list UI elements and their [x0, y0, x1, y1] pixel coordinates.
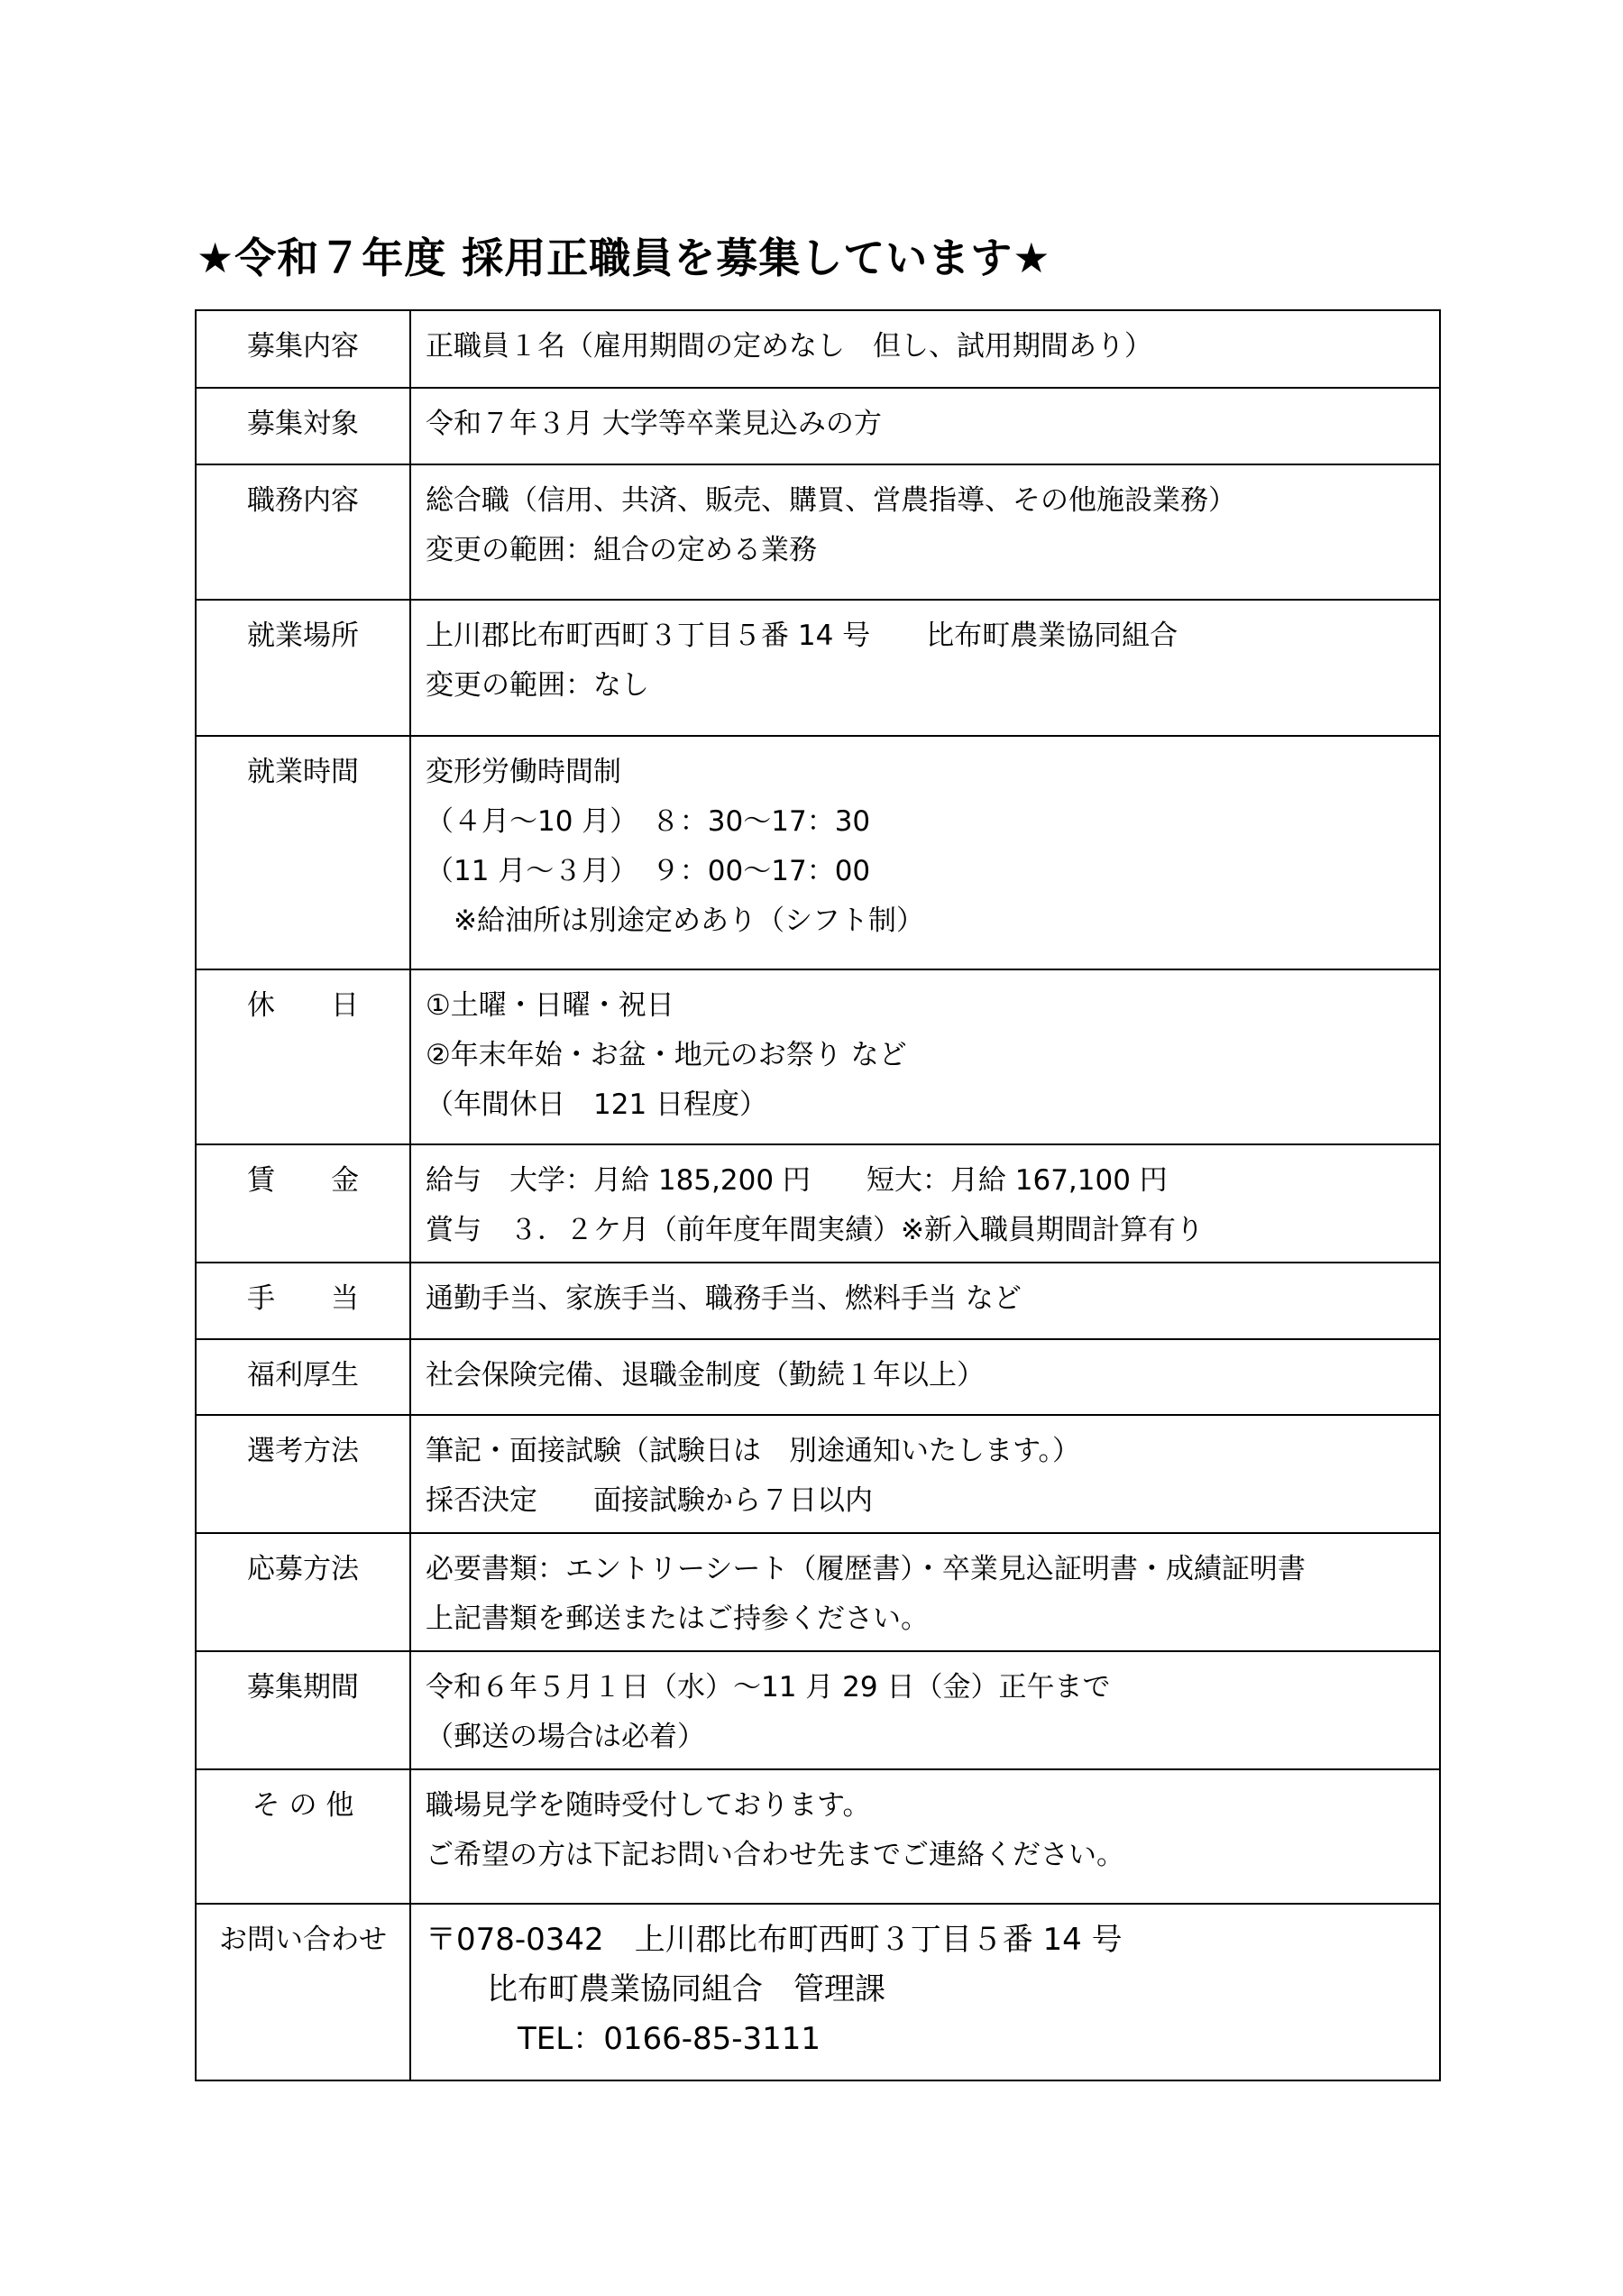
- row-content: [410, 310, 1440, 388]
- table-row-application-method: [196, 1533, 1440, 1651]
- row-content: [410, 1769, 1440, 1904]
- table-row-welfare: [196, 1339, 1440, 1415]
- table-row-allowances: [196, 1263, 1440, 1339]
- row-content: [410, 600, 1440, 736]
- table-row-recruitment-target: [196, 388, 1440, 464]
- recruitment-info-table: [195, 309, 1441, 2081]
- content-line: （11 月～３月） ９：00～17：00: [426, 855, 871, 887]
- row-content: [410, 1144, 1440, 1263]
- table-row-job-duties: [196, 464, 1440, 600]
- content-line: 変更の範囲：組合の定める業務: [426, 534, 817, 566]
- row-content: [410, 1533, 1440, 1651]
- table-row-wages: [196, 1144, 1440, 1263]
- content-line: 必要書類：エントリーシート（履歴書）・卒業見込証明書・成績証明書: [426, 1553, 1306, 1585]
- row-content: [410, 464, 1440, 600]
- row-label: 職務内容: [196, 464, 410, 600]
- row-content: [410, 1904, 1440, 2080]
- contact-phone-line: TEL：0166-85-3111: [426, 2021, 821, 2057]
- row-label: 就業場所: [196, 600, 410, 736]
- table-row-recruitment-content: [196, 310, 1440, 388]
- contact-address-line: 〒078-0342 上川郡比布町西町３丁目５番 14 号: [426, 1922, 1123, 1958]
- row-label: 就業時間: [196, 736, 410, 969]
- row-label: お問い合わせ: [196, 1904, 410, 2080]
- content-line: 社会保険完備、退職金制度（勤続１年以上）: [426, 1359, 985, 1391]
- content-line: 正職員１名（雇用期間の定めなし 但し、試用期間あり）: [426, 330, 1152, 363]
- content-line: （郵送の場合は必着）: [426, 1721, 705, 1753]
- content-line: 筆記・面接試験（試験日は 別途通知いたします。）: [426, 1435, 1081, 1467]
- content-line: 変形労働時間制: [426, 756, 621, 788]
- row-content: [410, 388, 1440, 464]
- content-line: ①土曜・日曜・祝日: [426, 989, 674, 1022]
- content-line: 賞与 ３．２ケ月（前年度年間実績）※新入職員期間計算有り: [426, 1214, 1204, 1246]
- row-content: [410, 1263, 1440, 1339]
- table-row-workplace: [196, 600, 1440, 736]
- row-label: 募集内容: [196, 310, 410, 388]
- table-row-contact: [196, 1904, 1440, 2080]
- row-label: そ の 他: [196, 1769, 410, 1904]
- content-line: 令和７年３月 大学等卒業見込みの方: [426, 408, 882, 440]
- row-label: 手 当: [196, 1263, 410, 1339]
- content-line: ※給油所は別途定めあり（シフト制）: [426, 905, 924, 937]
- row-label: 福利厚生: [196, 1339, 410, 1415]
- row-content: [410, 736, 1440, 969]
- row-label: 応募方法: [196, 1533, 410, 1651]
- content-line: ご希望の方は下記お問い合わせ先までご連絡ください。: [426, 1839, 1124, 1871]
- table-row-working-hours: [196, 736, 1440, 969]
- row-label: 賃 金: [196, 1144, 410, 1263]
- content-line: 通勤手当、家族手当、職務手当、燃料手当 など: [426, 1282, 1022, 1315]
- table-row-selection-method: [196, 1415, 1440, 1533]
- content-line: 変更の範囲：なし: [426, 669, 649, 702]
- content-line: 総合職（信用、共済、販売、購買、営農指導、その他施設業務）: [426, 484, 1236, 517]
- row-content: [410, 1415, 1440, 1533]
- row-label: 休 日: [196, 969, 410, 1144]
- row-label: 募集対象: [196, 388, 410, 464]
- row-label: 選考方法: [196, 1415, 410, 1533]
- content-line: ②年末年始・お盆・地元のお祭り など: [426, 1039, 907, 1071]
- content-line: 職場見学を随時受付しております。: [426, 1789, 871, 1822]
- row-content: [410, 1651, 1440, 1769]
- table-row-recruitment-period: [196, 1651, 1440, 1769]
- row-content: [410, 1339, 1440, 1415]
- table-row-other: [196, 1769, 1440, 1904]
- content-line: 上記書類を郵送またはご持参ください。: [426, 1603, 929, 1635]
- content-line: 上川郡比布町西町３丁目５番 14 号 比布町農業協同組合: [426, 620, 1178, 652]
- page-title: ★令和７年度 採用正職員を募集しています★: [197, 234, 1051, 282]
- row-label: 募集期間: [196, 1651, 410, 1769]
- row-content: [410, 969, 1440, 1144]
- content-line: 採否決定 面接試験から７日以内: [426, 1484, 873, 1517]
- contact-organization-line: 比布町農業協同組合 管理課: [426, 1971, 885, 2007]
- content-line: （４月～10 月） ８：30～17：30: [426, 805, 871, 838]
- content-line: 令和６年５月１日（水）～11 月 29 日（金）正午まで: [426, 1671, 1111, 1704]
- content-line: 給与 大学：月給 185,200 円 短大：月給 167,100 円: [426, 1164, 1168, 1197]
- content-line: （年間休日 121 日程度）: [426, 1088, 768, 1121]
- table-row-holidays: [196, 969, 1440, 1144]
